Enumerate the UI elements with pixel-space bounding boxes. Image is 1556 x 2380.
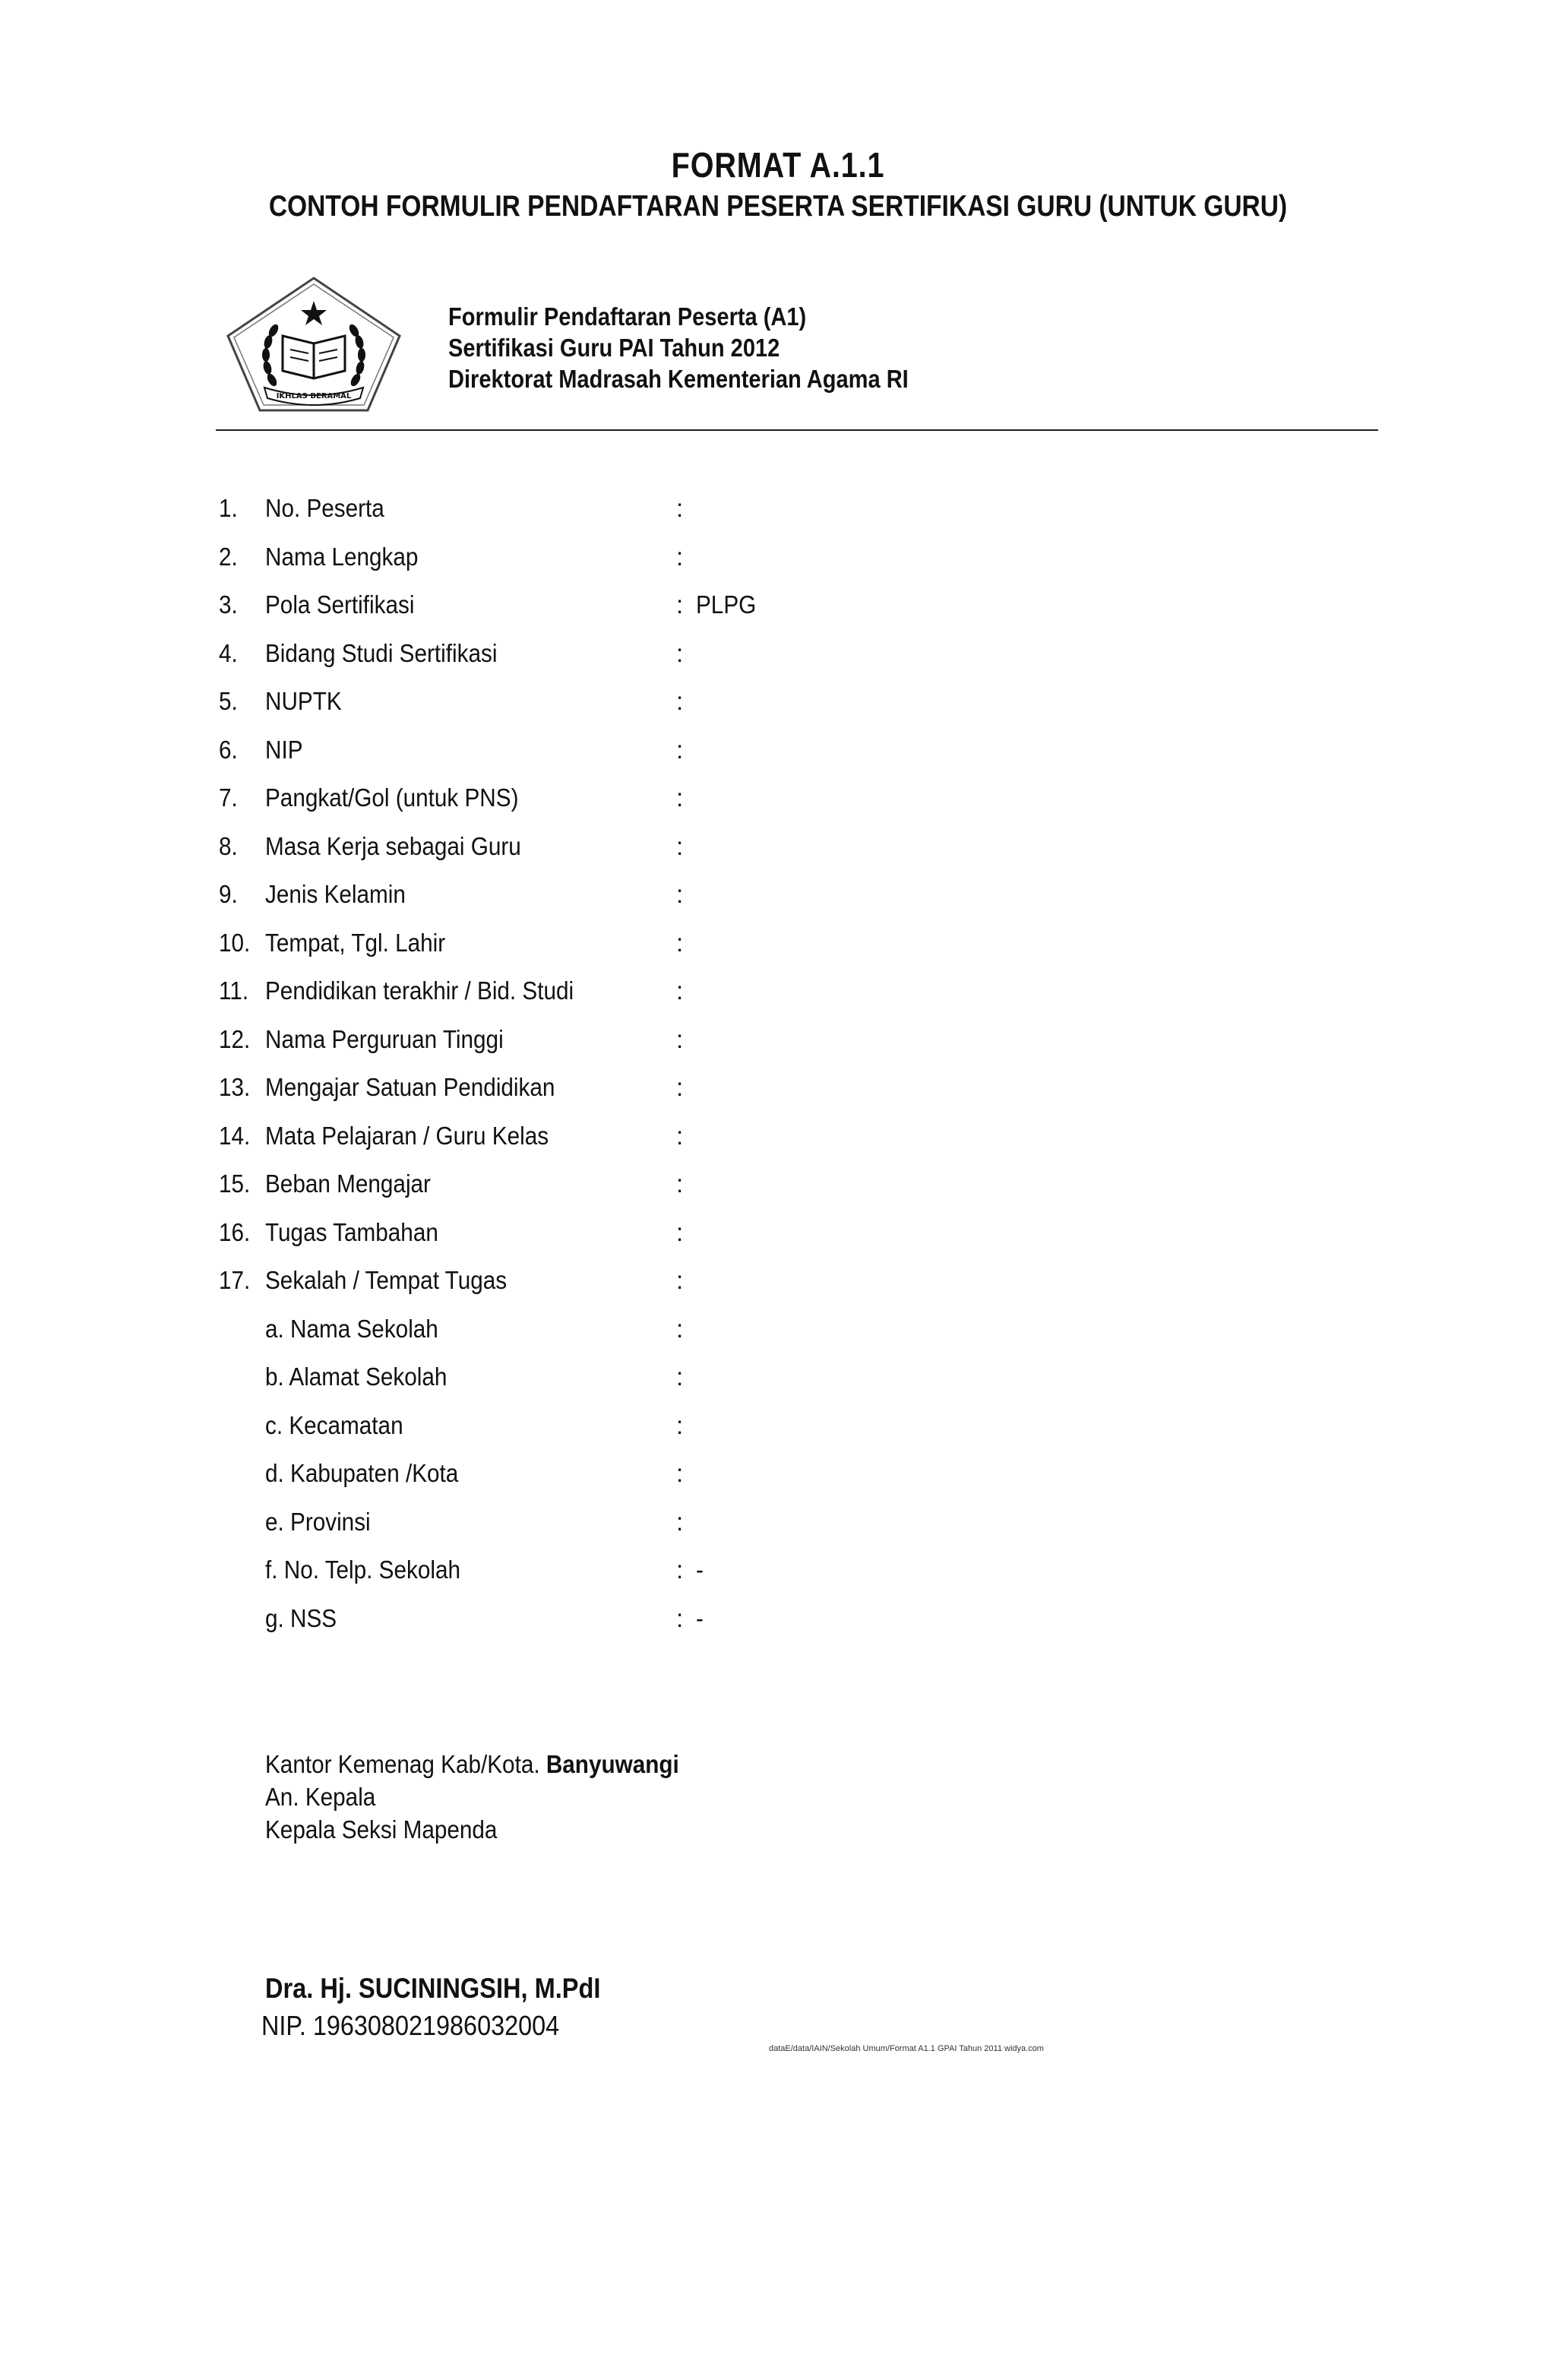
field-label: g. NSS bbox=[265, 1603, 337, 1632]
field-label: Tempat, Tgl. Lahir bbox=[265, 928, 446, 957]
field-row-satuan-pendidikan[interactable] bbox=[0, 1073, 1556, 1122]
field-label: No. Peserta bbox=[265, 494, 384, 522]
field-colon: : bbox=[676, 1024, 684, 1053]
field-label: a. Nama Sekolah bbox=[265, 1314, 438, 1343]
field-row-jenis-kelamin[interactable] bbox=[0, 880, 1556, 929]
field-number: 12. bbox=[219, 1024, 251, 1053]
field-row-no-peserta[interactable] bbox=[0, 494, 1556, 543]
field-row-tempat-tugas[interactable] bbox=[0, 1266, 1556, 1315]
field-number: 5. bbox=[219, 687, 238, 715]
field-number: 14. bbox=[219, 1121, 251, 1150]
field-colon: : bbox=[676, 831, 684, 860]
page-title: FORMAT A.1.1 bbox=[671, 145, 885, 185]
field-label: Pola Sertifikasi bbox=[265, 590, 415, 619]
field-row-bidang-studi[interactable] bbox=[0, 639, 1556, 688]
field-label: Masa Kerja sebagai Guru bbox=[265, 831, 521, 860]
field-row-tugas-tambahan[interactable] bbox=[0, 1218, 1556, 1267]
field-colon: : bbox=[676, 1121, 684, 1150]
registration-fields bbox=[0, 494, 1556, 1652]
field-label: NUPTK bbox=[265, 687, 342, 715]
signature-line3: Kepala Seksi Mapenda bbox=[265, 1815, 498, 1844]
field-colon: : bbox=[676, 1410, 684, 1439]
field-row-nss[interactable] bbox=[0, 1604, 1556, 1653]
field-label: b. Alamat Sekolah bbox=[265, 1362, 448, 1391]
field-label: e. Provinsi bbox=[265, 1507, 371, 1536]
field-label: Mata Pelajaran / Guru Kelas bbox=[265, 1121, 549, 1150]
field-row-kabupaten-kota[interactable] bbox=[0, 1459, 1556, 1508]
field-number: 17. bbox=[219, 1266, 251, 1294]
field-colon: : bbox=[676, 1073, 684, 1101]
field-colon: : bbox=[676, 1314, 684, 1343]
field-number: 9. bbox=[219, 880, 238, 908]
field-colon: : bbox=[676, 1362, 684, 1391]
field-value[interactable]: - bbox=[696, 1603, 704, 1632]
field-row-pola-sertifikasi[interactable] bbox=[0, 590, 1556, 639]
field-colon: : bbox=[676, 494, 684, 522]
field-number: 10. bbox=[219, 928, 251, 957]
field-number: 6. bbox=[219, 735, 238, 764]
field-colon: : bbox=[676, 976, 684, 1005]
field-row-kecamatan[interactable] bbox=[0, 1411, 1556, 1460]
page-subtitle: CONTOH FORMULIR PENDAFTARAN PESERTA SERTIFIKASI GURU (UNTUK GURU) bbox=[268, 190, 1288, 223]
field-number: 11. bbox=[219, 976, 249, 1005]
field-label: Tugas Tambahan bbox=[265, 1217, 438, 1246]
field-colon: : bbox=[676, 928, 684, 957]
field-label: Nama Lengkap bbox=[265, 542, 419, 571]
kemenag-emblem-icon bbox=[219, 274, 409, 414]
field-colon: : bbox=[676, 590, 684, 619]
field-row-nip[interactable] bbox=[0, 736, 1556, 784]
field-colon: : bbox=[676, 542, 684, 571]
field-number: 8. bbox=[219, 831, 238, 860]
field-row-mata-pelajaran[interactable] bbox=[0, 1122, 1556, 1170]
field-colon: : bbox=[676, 1556, 684, 1584]
office-line bbox=[265, 1748, 679, 1780]
field-value[interactable]: PLPG bbox=[696, 590, 757, 619]
field-number: 2. bbox=[219, 542, 238, 571]
field-row-alamat-sekolah[interactable] bbox=[0, 1362, 1556, 1411]
form-header-line1: Formulir Pendaftaran Peserta (A1) bbox=[448, 302, 807, 331]
field-colon: : bbox=[676, 1217, 684, 1246]
field-colon: : bbox=[676, 880, 684, 908]
field-label: Nama Perguruan Tinggi bbox=[265, 1024, 504, 1053]
field-label: Mengajar Satuan Pendidikan bbox=[265, 1073, 555, 1101]
office-city: Banyuwangi bbox=[546, 1750, 679, 1778]
field-row-perguruan-tinggi[interactable] bbox=[0, 1025, 1556, 1074]
field-colon: : bbox=[676, 687, 684, 715]
field-number: 3. bbox=[219, 590, 238, 619]
field-row-masa-kerja[interactable] bbox=[0, 832, 1556, 881]
field-colon: : bbox=[676, 735, 684, 764]
field-label: Pendidikan terakhir / Bid. Studi bbox=[265, 976, 574, 1005]
field-row-provinsi[interactable] bbox=[0, 1508, 1556, 1556]
form-header-line2: Sertifikasi Guru PAI Tahun 2012 bbox=[448, 334, 780, 362]
field-colon: : bbox=[676, 1459, 684, 1487]
field-row-nuptk[interactable] bbox=[0, 687, 1556, 736]
field-row-nama-lengkap[interactable] bbox=[0, 543, 1556, 591]
signer-nip: NIP. 196308021986032004 bbox=[261, 2010, 560, 2041]
field-number: 4. bbox=[219, 638, 238, 667]
field-colon: : bbox=[676, 1603, 684, 1632]
field-row-pendidikan-terakhir[interactable] bbox=[0, 976, 1556, 1025]
signer-name: Dra. Hj. SUCININGSIH, M.PdI bbox=[265, 1973, 601, 2004]
signature-block bbox=[265, 1748, 679, 1846]
field-label: NIP bbox=[265, 735, 303, 764]
field-label: c. Kecamatan bbox=[265, 1410, 403, 1439]
signature-line2: An. Kepala bbox=[265, 1783, 376, 1811]
field-number: 15. bbox=[219, 1169, 251, 1198]
field-number: 7. bbox=[219, 783, 238, 812]
form-header bbox=[448, 301, 909, 394]
field-number: 13. bbox=[219, 1073, 251, 1101]
field-label: Sekalah / Tempat Tugas bbox=[265, 1266, 508, 1294]
header-divider bbox=[216, 429, 1378, 431]
footer-file-path: dataE/data/IAIN/Sekolah Umum/Format A1.1 GPAI Tahun 2011 widya.com bbox=[769, 2044, 1044, 2053]
field-row-pangkat-gol[interactable] bbox=[0, 783, 1556, 832]
field-row-nama-sekolah[interactable] bbox=[0, 1315, 1556, 1363]
field-label: Jenis Kelamin bbox=[265, 880, 406, 908]
field-colon: : bbox=[676, 783, 684, 812]
field-row-beban-mengajar[interactable] bbox=[0, 1169, 1556, 1218]
field-label: Beban Mengajar bbox=[265, 1169, 431, 1198]
field-number: 1. bbox=[219, 494, 238, 522]
emblem-motto: IKHLAS BERAMAL bbox=[276, 392, 352, 400]
field-value[interactable]: - bbox=[696, 1556, 704, 1584]
field-row-telp-sekolah[interactable] bbox=[0, 1556, 1556, 1604]
field-label: d. Kabupaten /Kota bbox=[265, 1459, 459, 1487]
field-label: f. No. Telp. Sekolah bbox=[265, 1556, 461, 1584]
form-header-line3: Direktorat Madrasah Kementerian Agama RI bbox=[448, 365, 909, 393]
office-prefix: Kantor Kemenag Kab/Kota. bbox=[265, 1750, 546, 1778]
field-number: 16. bbox=[219, 1217, 251, 1246]
field-label: Bidang Studi Sertifikasi bbox=[265, 638, 498, 667]
field-label: Pangkat/Gol (untuk PNS) bbox=[265, 783, 519, 812]
field-colon: : bbox=[676, 638, 684, 667]
field-colon: : bbox=[676, 1266, 684, 1294]
field-row-tempat-tgl-lahir[interactable] bbox=[0, 929, 1556, 977]
field-colon: : bbox=[676, 1169, 684, 1198]
field-colon: : bbox=[676, 1507, 684, 1536]
